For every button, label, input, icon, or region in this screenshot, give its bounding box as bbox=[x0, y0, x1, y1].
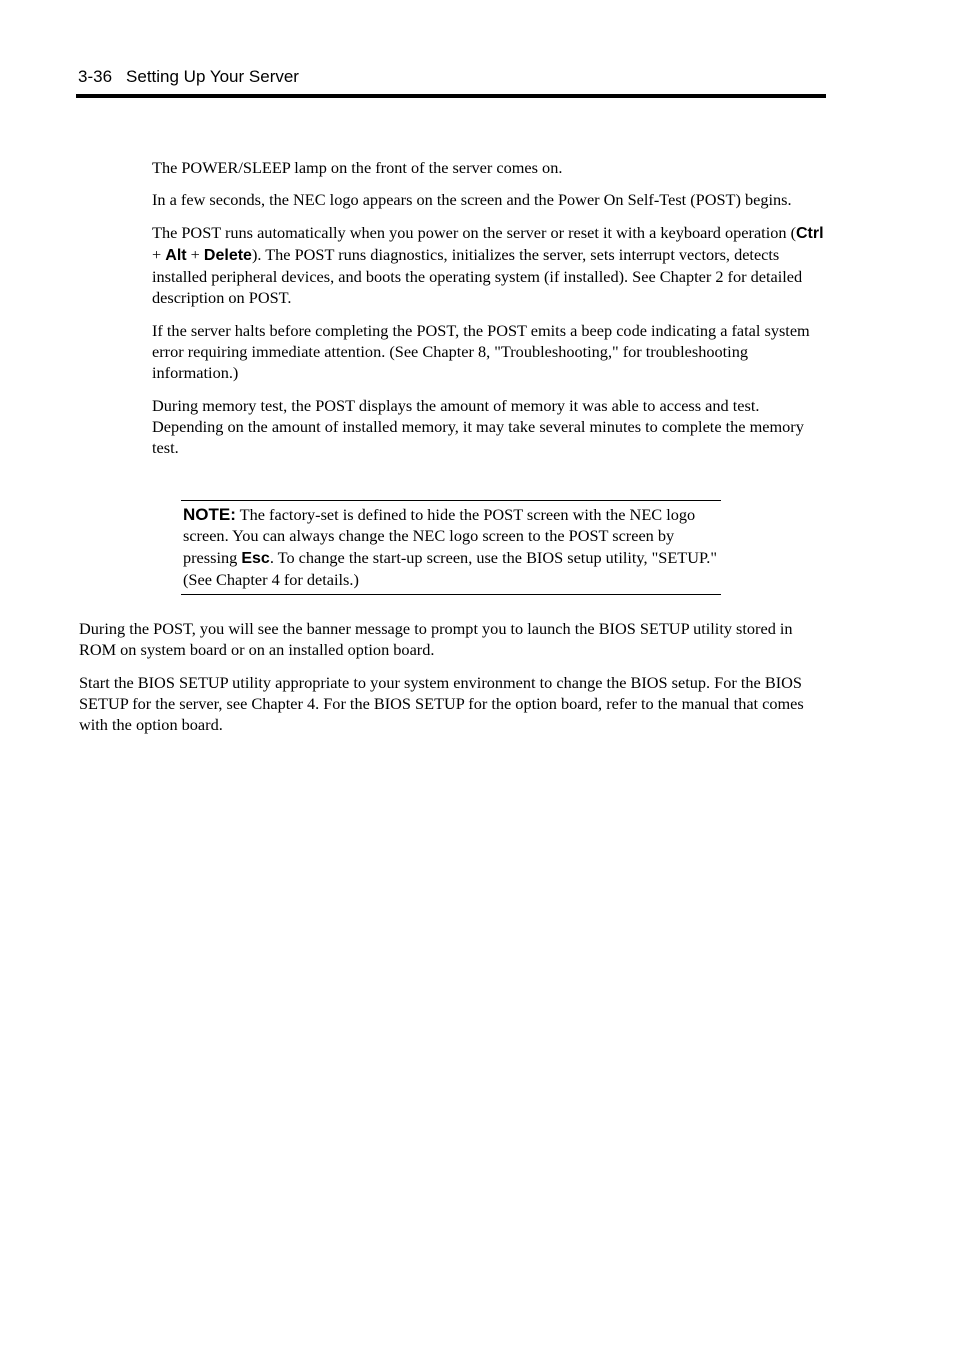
chapter-title: Setting Up Your Server bbox=[126, 67, 299, 86]
paragraph-memory-test: During memory test, the POST displays the amount of memory it was able to access and test. Depending on the amount of installed memory, it may take several minutes to complete the memory test. bbox=[152, 395, 804, 458]
paragraph-start-bios-setup: Start the BIOS SETUP utility appropriate to your system environment to change the BIOS setup. For the BIOS SETUP for the server, see Chapter 4. For the BIOS SETUP for the option board, refer to the manual that comes with the option board. bbox=[79, 672, 804, 735]
paragraph-post-runs: The POST runs automatically when you power on the server or reset it with a keyboard operation (Ctrl + Alt + Delete). The POST runs diagnostics, initializes the server, sets interrupt vectors, detects installed peripheral devices, and boots the operating system (if installed). See Chapter 2 for detailed description on POST. bbox=[152, 222, 824, 308]
paragraph-banner-message: During the POST, you will see the banner message to prompt you to launch the BIOS SETUP utility stored in ROM on system board or on an installed option board. bbox=[79, 619, 793, 660]
page-number: 3-36 bbox=[78, 67, 113, 86]
key-ctrl: Ctrl bbox=[796, 224, 824, 242]
outer-section bbox=[79, 618, 829, 746]
indented-section bbox=[152, 157, 827, 470]
header-rule bbox=[76, 94, 826, 98]
paragraph-power-lamp: The POWER/SLEEP lamp on the front of the server comes on. bbox=[152, 158, 563, 177]
paragraph-nec-logo: In a few seconds, the NEC logo appears on the screen and the Power On Self-Test (POST) begins. bbox=[152, 190, 792, 210]
key-alt: Alt bbox=[165, 246, 187, 264]
key-delete: Delete bbox=[203, 246, 252, 264]
note-box: NOTE: The factory-set is defined to hide the POST screen with the NEC logo screen. You can always change the NEC logo screen to the POST screen by pressing Esc. To change the start-up screen, use the BIOS setup utility, "SETUP." (See Chapter 4 for details.) bbox=[181, 500, 721, 595]
paragraph-server-halts: If the server halts before completing the POST, the POST emits a beep code indicating a fatal system error requiring immediate attention. (See Chapter 8, "Troubleshooting," for troubleshooting information.) bbox=[152, 320, 810, 383]
note-label: NOTE: bbox=[183, 505, 236, 524]
key-esc: Esc bbox=[241, 549, 270, 567]
page-header bbox=[78, 66, 826, 88]
